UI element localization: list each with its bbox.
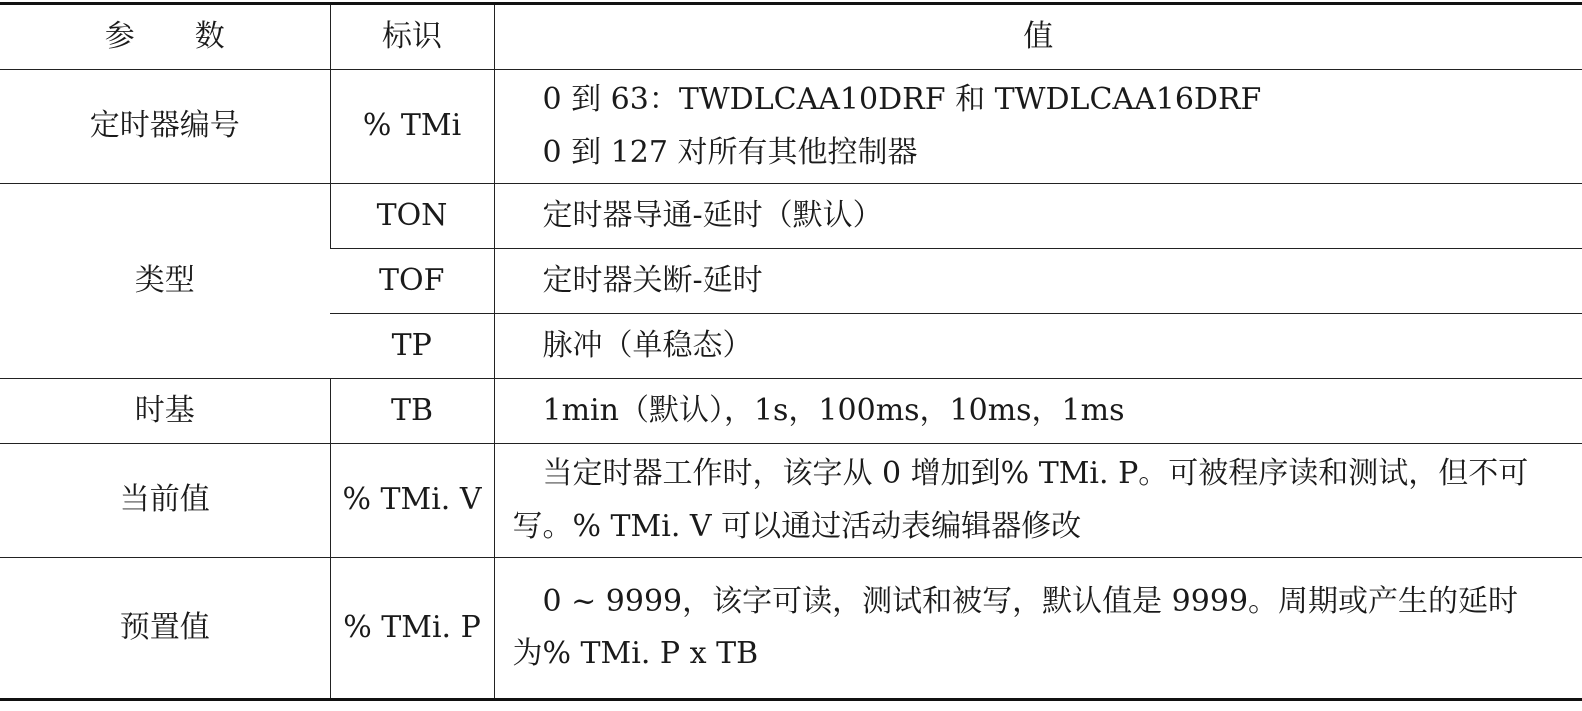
value-cell: 定时器关断-延时 (494, 249, 1582, 314)
timer-parameter-table (0, 2, 1582, 701)
value-cell: 定时器导通-延时（默认） (494, 184, 1582, 249)
param-cell: 定时器编号 (0, 70, 330, 184)
header-id: 标识 (330, 4, 494, 70)
value-paragraph: 当定时器工作时，该字从 0 增加到% TMi. P。可被程序读和测试，但不可写。% TMi. V 可以通过活动表编辑器修改 (512, 456, 1529, 544)
value-cell (494, 70, 1582, 184)
id-cell: % TMi. V (330, 444, 494, 558)
id-cell: TB (330, 379, 494, 444)
param-cell: 类型 (0, 184, 330, 379)
value-cell (494, 558, 1582, 700)
id-cell: % TMi (330, 70, 494, 184)
id-cell: TP (330, 314, 494, 379)
value-cell: 1min（默认），1s，100ms，10ms，1ms (494, 379, 1582, 444)
table-row-time-base (0, 379, 1582, 444)
value-line: 0 到 127 对所有其他控制器 (542, 134, 918, 170)
table-row-preset-value (0, 558, 1582, 700)
id-cell: TOF (330, 249, 494, 314)
table-row-timer-number (0, 70, 1582, 184)
table-header-row (0, 4, 1582, 70)
header-value: 值 (494, 4, 1582, 70)
value-cell (494, 444, 1582, 558)
value-paragraph: 0 ~ 9999，该字可读，测试和被写，默认值是 9999。周期或产生的延时为% TMi. P x TB (512, 583, 1519, 671)
header-param: 参 数 (0, 4, 330, 70)
param-cell: 预置值 (0, 558, 330, 700)
table-row-type-ton (0, 184, 1582, 249)
value-line: 0 到 63：TWDLCAA10DRF 和 TWDLCAA16DRF (542, 82, 1262, 117)
value-cell: 脉冲（单稳态） (494, 314, 1582, 379)
param-cell: 时基 (0, 379, 330, 444)
id-cell: % TMi. P (330, 558, 494, 700)
param-cell: 当前值 (0, 444, 330, 558)
table-row-current-value (0, 444, 1582, 558)
id-cell: TON (330, 184, 494, 249)
